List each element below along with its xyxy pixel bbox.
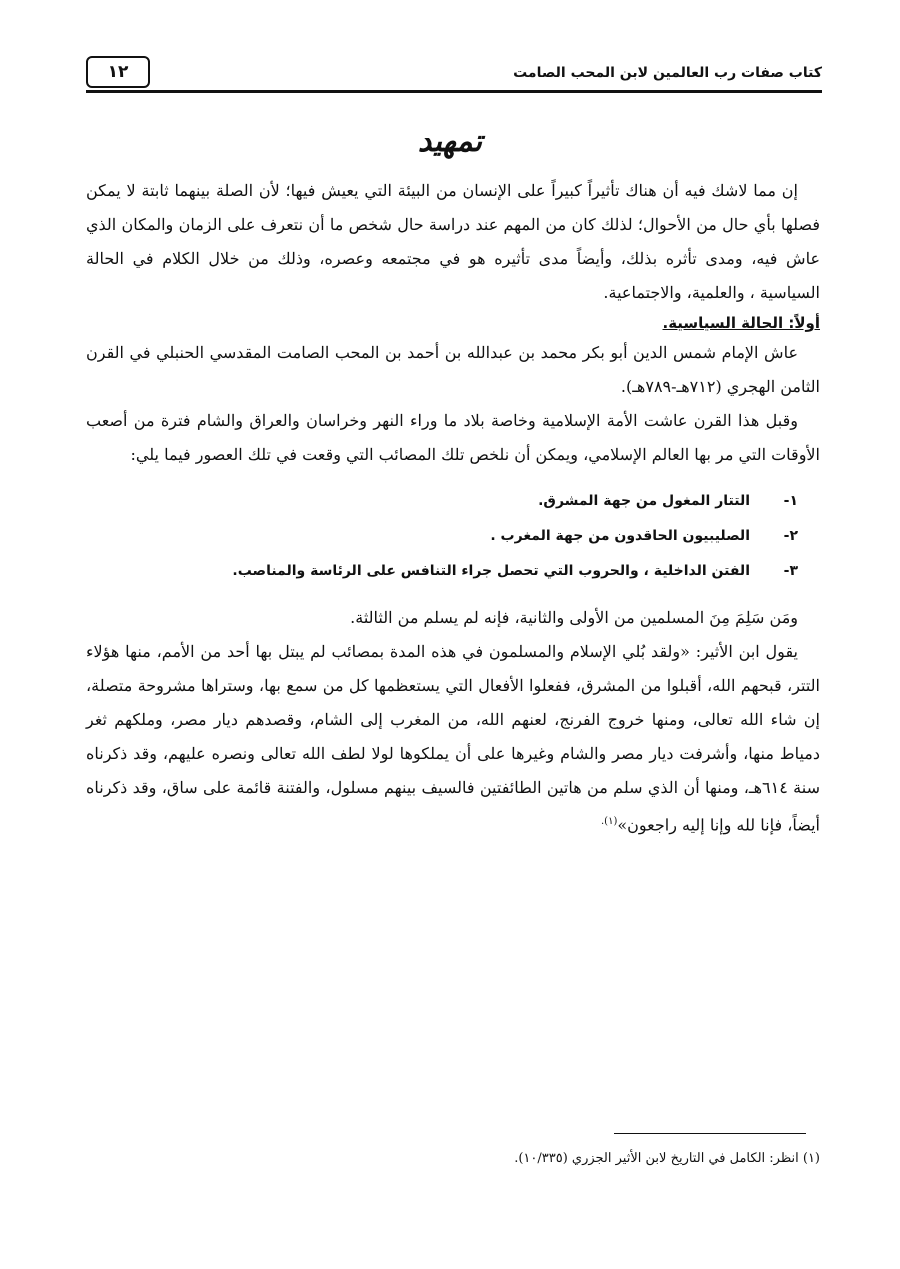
body-text [86,174,820,842]
header-rule [86,90,822,93]
footnote: (١) انظر: الكامل في التاريخ لابن الأثير الجزري (١٠/٣٣٥). [514,1151,820,1166]
list-item: ١-التتار المغول من جهة المشرق. [538,493,798,509]
paragraph-ibn-athir-quote: يقول ابن الأثير: «ولقد بُلي الإسلام والمسلمون في هذه المدة بمصائب لم يبتل بها أحد من الأمم، منها هؤلاء التتر، قبحهم الله، أقبلوا من المشرق، ففعلوا الأفعال التي يستعظمها كل من سمع بها، وستراها مشروحة متصلة، إن شاء الله تعالى، ومنها خروج الفرنج، لعنهم الله، من المغرب إلى الشام، وقصدهم ديار مصر، وملكهم ثغر دمياط منها، وأشرفت ديار مصر والشام وغيرها على أن يملكوها لولا لطف الله تعالى ونصره عليهم، وقد ذكرناه سنة ٦١٤هـ، ومنها أن الذي سلم من هاتين الطائفتين فالسيف بينهم مسلول، والفتنة قائمة على ساق، وقد ذكرناه أيضاً، فإنا لله وإنا إليه راجعون»$^{(١).}$ [86,642,820,835]
heading-political: أولاً: الحالة السياسية. [662,314,820,332]
page-header [86,56,822,94]
section-title: تمهيد [417,124,483,159]
paragraph-before-century: وقبل هذا القرن عاشت الأمة الإسلامية وخاصة بلاد ما وراء النهر وخراسان والعراق والشام فترة من أصعب الأوقات التي مر بها العالم الإسلامي، ويمكن أن نلخص تلك المصائب التي وقعت في تلك العصور فيما يلي: [86,411,820,464]
footnote-rule [614,1133,806,1134]
paragraph-intro: إن مما لاشك فيه أن هناك تأثيراً كبيراً على الإنسان من البيئة التي يعيش فيها؛ لأن الصلة بينهما ثابتة لا يمكن فصلها بأي حال من الأحوال؛ لذلك كان من المهم عند دراسة حال شخص ما أن نتعرف على الزمان والمكان الذي عاش فيه، ومدى تأثره بذلك، وأيضاً مدى تأثيره هو في مجتمعه وعصره، وذلك من خلال الكلام في الحالة السياسية ، والعلمية، والاجتماعية. [86,181,821,302]
list-item: ٢-الصليبيون الحاقدون من جهة المغرب . [490,528,798,544]
paragraph-imam: عاش الإمام شمس الدين أبو بكر محمد بن عبدالله بن أحمد بن المحب الصامت المقدسي الحنبلي في القرن الثامن الهجري (٧١٢هـ-٧٨٩هـ). [86,343,820,396]
paragraph-survivors: ومَن سَلِمَ مِنَ المسلمين من الأولى والثانية، فإنه لم يسلم من الثالثة. [350,608,798,627]
running-title: كتاب صفات رب العالمين لابن المحب الصامت [513,65,822,81]
list-item: ٣-الفتن الداخلية ، والحروب التي تحصل جراء التنافس على الرئاسة والمناصب. [232,563,798,579]
page-number: ١٢ [86,56,150,88]
footnote-ref: (١). [600,816,618,827]
calamities-list [86,484,820,589]
